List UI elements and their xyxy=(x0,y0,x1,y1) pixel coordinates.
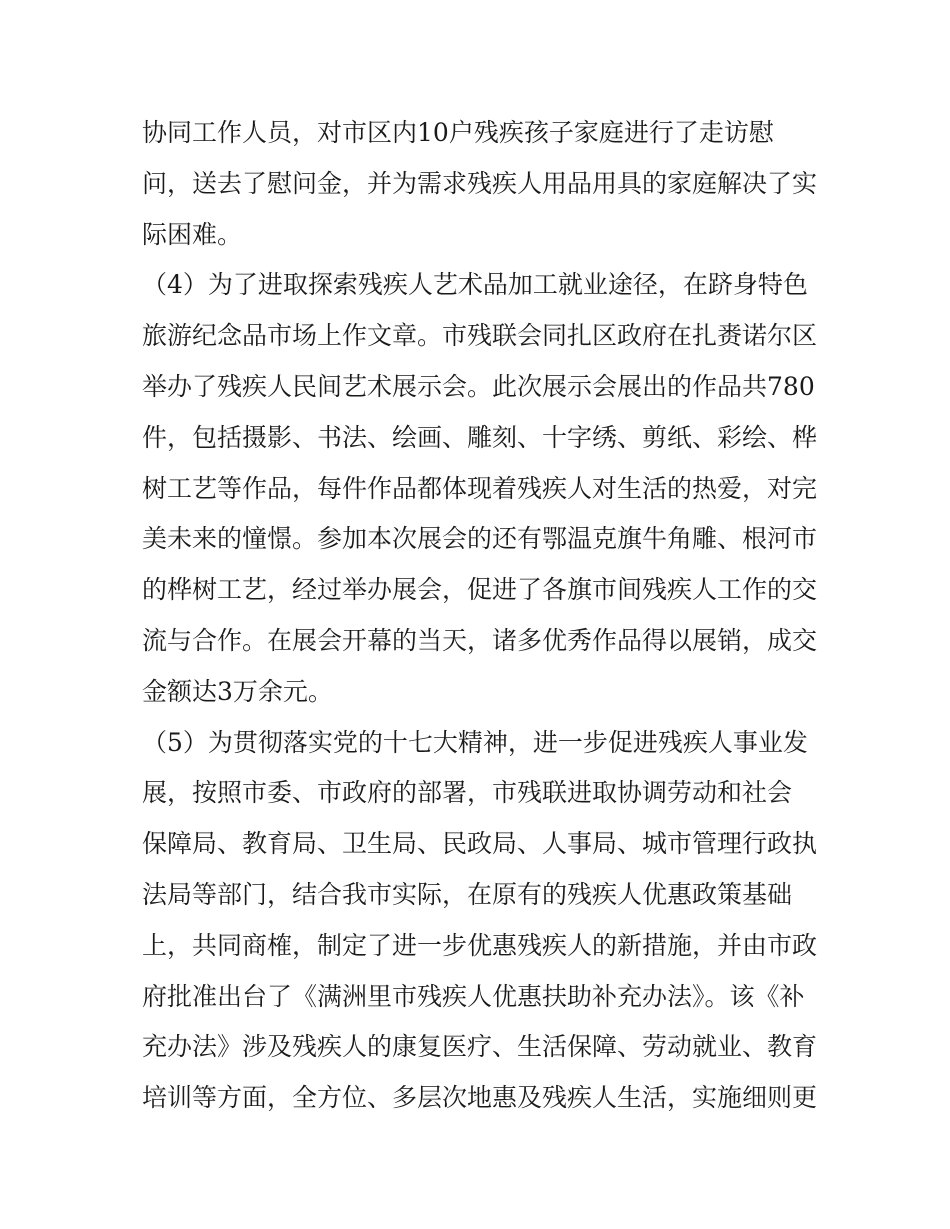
text-line: 金额达3万余元。 xyxy=(142,676,333,706)
text-line: 美未来的憧憬。参加本次展会的还有鄂温克旗牛角雕、根河市 xyxy=(142,524,818,554)
text-line: 府批准出台了《满洲里市残疾人优惠扶助补充办法》。该《补 xyxy=(142,981,805,1011)
text-line: 问，送去了慰问金，并为需求残疾人用品用具的家庭解决了实 xyxy=(142,168,818,198)
text-line: 际困难。 xyxy=(142,219,243,249)
text-line: 法局等部门，结合我市实际，在原有的残疾人优惠政策基础 xyxy=(142,879,793,909)
text-line: 件，包括摄影、书法、绘画、雕刻、十字绣、剪纸、彩绘、桦 xyxy=(142,422,818,452)
text-line: 的桦树工艺，经过举办展会，促进了各旗市间残疾人工作的交 xyxy=(142,575,818,605)
text-line: 培训等方面，全方位、多层次地惠及残疾人生活，实施细则更 xyxy=(142,1083,818,1113)
text-line: （5）为贯彻落实党的十七大精神，进一步促进残疾人事业发 xyxy=(142,727,808,757)
text-line: 旅游纪念品市场上作文章。市残联会同扎区政府在扎赉诺尔区 xyxy=(142,321,818,351)
text-line: 上，共同商榷，制定了进一步优惠残疾人的新措施，并由市政 xyxy=(142,930,818,960)
text-line: 协同工作人员，对市区内10户残疾孩子家庭进行了走访慰 xyxy=(142,118,774,147)
text-line: 树工艺等作品，每件作品都体现着残疾人对生活的热爱，对完 xyxy=(142,473,818,503)
text-line: 展，按照市委、市政府的部署，市残联进取协调劳动和社会 xyxy=(142,778,793,808)
text-line: 举办了残疾人民间艺术展示会。此次展示会展出的作品共780 xyxy=(142,371,815,401)
text-line: 充办法》涉及残疾人的康复医疗、生活保障、劳动就业、教育 xyxy=(142,1032,818,1062)
text-line: 保障局、教育局、卫生局、民政局、人事局、城市管理行政执 xyxy=(142,829,818,859)
text-line: 流与合作。在展会开幕的当天，诸多优秀作品得以展销，成交 xyxy=(142,625,818,655)
body-text xyxy=(142,108,822,1124)
text-line: （4）为了进取探索残疾人艺术品加工就业途径，在跻身特色 xyxy=(142,270,808,300)
